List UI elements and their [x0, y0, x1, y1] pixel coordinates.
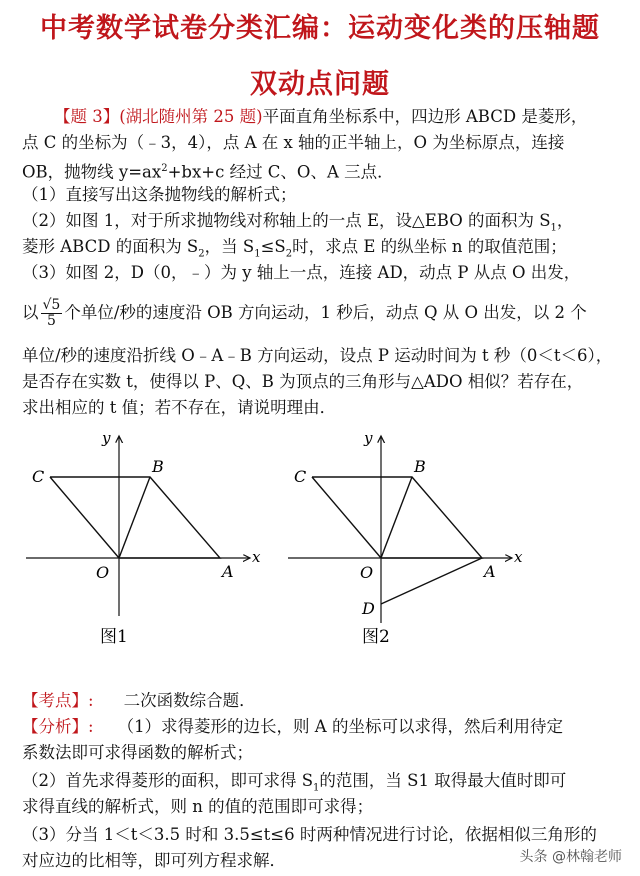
fraction-numerator: √5	[42, 297, 61, 313]
subscript: 1	[550, 222, 557, 234]
problem-tag: 【题 3】	[54, 107, 120, 126]
figure-1-caption: 图1	[100, 627, 128, 647]
label-b: B	[152, 457, 164, 476]
q2-text-a: （2）如图 1，对于所求抛物线对称轴上的一点 E，设△EBO 的面积为 S	[22, 211, 551, 230]
figure-2-caption: 图2	[362, 627, 390, 647]
label-y: y	[102, 429, 111, 447]
page-subtitle: 双动点问题	[250, 69, 390, 100]
segment-ob	[119, 477, 150, 558]
problem-line-3	[22, 156, 622, 185]
kaodian-line	[22, 688, 622, 713]
figure-1	[26, 429, 261, 647]
q2-text-b1: 菱形 ABCD 的面积为 S	[22, 237, 199, 256]
problem-source: (湖北随州第 25 题)	[119, 107, 263, 126]
fraction-denominator: 5	[46, 313, 56, 329]
problem-text-3a: OB，抛物线 y=ax	[22, 162, 162, 182]
watermark-credit: 头条 @林翰老师	[519, 849, 622, 865]
problem-line-1	[22, 104, 622, 129]
fenxi-text-3b: 的范围，当 S1 取得最大值时即可	[319, 771, 567, 790]
label-o: O	[96, 563, 110, 582]
label-b: B	[414, 457, 426, 476]
problem-text-1: 平面直角坐标系中，四边形 ABCD 是菱形，	[262, 107, 588, 126]
subscript: 1	[254, 248, 261, 260]
fenxi-label: 【分析】:	[22, 717, 94, 736]
subscript: 2	[285, 248, 293, 260]
label-d: D	[362, 599, 375, 618]
q3-text-post: 个单位/秒的速度沿 OB 方向运动，1 秒后，动点 Q 从 O 出发，以 2 个	[64, 303, 587, 322]
subscript: 1	[313, 782, 320, 794]
segment-ad	[381, 558, 482, 604]
figures	[0, 428, 640, 668]
q2-text-b4: 时，求点 E 的纵坐标 n 的取值范围；	[292, 237, 567, 256]
segment-ob	[381, 477, 412, 558]
fenxi-text-3a: （2）首先求得菱形的面积，即可求得 S	[22, 771, 314, 790]
fenxi-line-6: 对应边的比相等，即可列方程求解．	[22, 851, 286, 870]
fenxi-line-2: 系数法即可求得函数的解析式；	[22, 743, 253, 762]
q3-text-pre: 以	[22, 303, 39, 322]
label-o: O	[360, 563, 374, 582]
fenxi-line-1	[22, 714, 622, 739]
label-a: A	[484, 562, 496, 581]
fenxi-text-1: （1）求得菱形的边长，则 A 的坐标可以求得，然后利用待定	[117, 717, 563, 736]
problem-line-2: 点 C 的坐标为（﹣3，4），点 A 在 x 轴的正半轴上，O 为坐标原点，连接	[22, 133, 565, 152]
q2-text-b3: ≤S	[260, 237, 286, 256]
subscript: 2	[198, 248, 205, 260]
label-x: x	[514, 548, 523, 566]
fenxi-line-4: 求得直线的解析式，则 n 的值的范围即可求得；	[22, 797, 374, 816]
question-3-line-2	[22, 298, 622, 329]
q2-text-b2: ，当 S	[204, 237, 255, 256]
label-c: C	[32, 467, 45, 486]
question-3-line-3: 单位/秒的速度沿折线 O﹣A﹣B 方向运动，设点 P 运动时间为 t 秒（0＜t＜6），	[22, 346, 613, 365]
kaodian-label: 【考点】:	[22, 691, 94, 710]
question-3-line-1: （3）如图 2，D（0，﹣）为 y 轴上一点，连接 AD，动点 P 从点 O 出发，	[22, 263, 581, 282]
label-x: x	[252, 548, 261, 566]
question-1: （1）直接写出这条抛物线的解析式；	[22, 185, 297, 204]
question-3-line-4: 是否存在实数 t，使得以 P、Q、B 为顶点的三角形与△ADO 相似？若存在，	[22, 372, 584, 391]
question-3-line-5: 求出相应的 t 值；若不存在，请说明理由．	[22, 398, 337, 417]
label-a: A	[222, 562, 234, 581]
figure-2	[288, 429, 523, 647]
exponent: 2	[161, 163, 168, 174]
label-y: y	[364, 429, 373, 447]
fenxi-line-5: （3）分当 1＜t＜3.5 时和 3.5≤t≤6 时两种情况进行讨论，依据相似三角形的	[22, 825, 597, 844]
page-title: 中考数学试卷分类汇编：运动变化类的压轴题	[40, 13, 600, 44]
fraction	[41, 298, 63, 329]
label-c: C	[294, 467, 307, 486]
problem-text-3b: +bx+c 经过 C、O、A 三点．	[167, 162, 394, 182]
kaodian-text: 二次函数综合题．	[123, 691, 256, 710]
q2-text-a-end: ，	[556, 211, 574, 230]
